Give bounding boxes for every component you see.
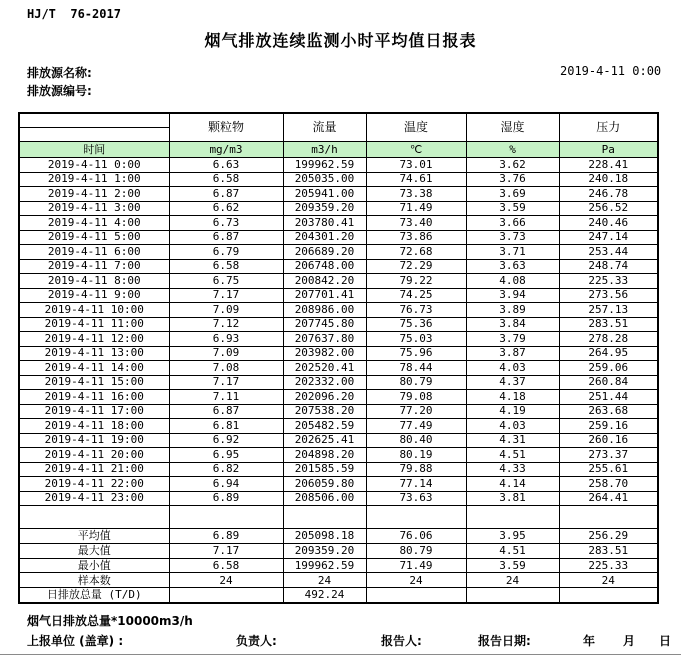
label-cell: 最大值 xyxy=(19,543,169,558)
value-cell: 3.84 xyxy=(466,317,559,332)
summary-row xyxy=(19,543,658,558)
value-cell: 7.12 xyxy=(169,317,283,332)
value-cell: 6.63 xyxy=(169,158,283,173)
time-column-header: 时间 xyxy=(19,142,169,158)
value-cell: 3.89 xyxy=(466,303,559,318)
col-header-particulate: 颗粒物 xyxy=(169,113,283,142)
value-cell: 273.56 xyxy=(559,288,658,303)
value-cell: 6.89 xyxy=(169,529,283,544)
summary-row xyxy=(19,588,658,603)
value-cell: 7.17 xyxy=(169,543,283,558)
standard-code: HJ/T 76-2017 xyxy=(27,7,121,21)
value-cell: 73.86 xyxy=(366,230,466,245)
time-cell: 2019-4-11 15:00 xyxy=(19,375,169,390)
value-cell: 264.95 xyxy=(559,346,658,361)
time-cell: 2019-4-11 8:00 xyxy=(19,274,169,289)
value-cell: 4.19 xyxy=(466,404,559,419)
value-cell: 6.62 xyxy=(169,201,283,216)
value-cell: 6.58 xyxy=(169,558,283,573)
value-cell xyxy=(169,588,283,603)
col-header-flow: 流量 xyxy=(283,113,366,142)
value-cell: 74.25 xyxy=(366,288,466,303)
table-header xyxy=(19,113,658,158)
value-cell: 72.68 xyxy=(366,245,466,260)
value-cell: 73.01 xyxy=(366,158,466,173)
table-row xyxy=(19,172,658,187)
header-blank-top xyxy=(19,113,169,128)
value-cell: 202096.20 xyxy=(283,390,366,405)
value-cell: 205941.00 xyxy=(283,187,366,202)
time-cell: 2019-4-11 1:00 xyxy=(19,172,169,187)
value-cell: 6.87 xyxy=(169,230,283,245)
value-cell: 3.71 xyxy=(466,245,559,260)
value-cell: 225.33 xyxy=(559,558,658,573)
unit-humidity: % xyxy=(466,142,559,158)
value-cell: 255.61 xyxy=(559,462,658,477)
value-cell: 253.44 xyxy=(559,245,658,260)
table-row xyxy=(19,216,658,231)
value-cell: 4.03 xyxy=(466,419,559,434)
value-cell: 207701.41 xyxy=(283,288,366,303)
value-cell: 199962.59 xyxy=(283,558,366,573)
value-cell: 3.81 xyxy=(466,491,559,506)
value-cell: 72.29 xyxy=(366,259,466,274)
time-cell: 2019-4-11 3:00 xyxy=(19,201,169,216)
spacer-cell xyxy=(366,506,466,529)
value-cell: 71.49 xyxy=(366,558,466,573)
report-date-label: 报告日期: xyxy=(478,634,531,648)
value-cell: 79.22 xyxy=(366,274,466,289)
col-header-pressure: 压力 xyxy=(559,113,658,142)
value-cell: 6.73 xyxy=(169,216,283,231)
table-row xyxy=(19,404,658,419)
table-row xyxy=(19,375,658,390)
value-cell: 4.18 xyxy=(466,390,559,405)
value-cell: 202625.41 xyxy=(283,433,366,448)
spacer-cell xyxy=(19,506,169,529)
value-cell: 80.40 xyxy=(366,433,466,448)
summary-rows xyxy=(19,506,658,603)
value-cell xyxy=(466,588,559,603)
unit-flow: m3/h xyxy=(283,142,366,158)
value-cell: 24 xyxy=(283,573,366,588)
value-cell: 247.14 xyxy=(559,230,658,245)
time-cell: 2019-4-11 12:00 xyxy=(19,332,169,347)
table-row xyxy=(19,158,658,173)
value-cell: 203982.00 xyxy=(283,346,366,361)
value-cell: 283.51 xyxy=(559,317,658,332)
value-cell xyxy=(366,588,466,603)
summary-row xyxy=(19,529,658,544)
value-cell: 199962.59 xyxy=(283,158,366,173)
value-cell: 205035.00 xyxy=(283,172,366,187)
table-row xyxy=(19,332,658,347)
value-cell: 251.44 xyxy=(559,390,658,405)
value-cell: 3.76 xyxy=(466,172,559,187)
spacer-row xyxy=(19,506,658,529)
value-cell: 24 xyxy=(169,573,283,588)
value-cell xyxy=(559,588,658,603)
value-cell: 207637.80 xyxy=(283,332,366,347)
value-cell: 260.16 xyxy=(559,433,658,448)
value-cell: 3.69 xyxy=(466,187,559,202)
value-cell: 78.44 xyxy=(366,361,466,376)
spacer-cell xyxy=(466,506,559,529)
table-row xyxy=(19,274,658,289)
table-row xyxy=(19,433,658,448)
value-cell: 259.06 xyxy=(559,361,658,376)
header-blank-bottom xyxy=(19,128,169,142)
year-label: 年 xyxy=(583,634,596,648)
summary-row xyxy=(19,573,658,588)
time-cell: 2019-4-11 18:00 xyxy=(19,419,169,434)
value-cell: 208506.00 xyxy=(283,491,366,506)
table-row xyxy=(19,230,658,245)
value-cell: 202332.00 xyxy=(283,375,366,390)
time-cell: 2019-4-11 20:00 xyxy=(19,448,169,463)
value-cell: 3.59 xyxy=(466,558,559,573)
value-cell: 228.41 xyxy=(559,158,658,173)
time-cell: 2019-4-11 5:00 xyxy=(19,230,169,245)
value-cell: 6.81 xyxy=(169,419,283,434)
value-cell: 24 xyxy=(559,573,658,588)
unit-temperature: ℃ xyxy=(366,142,466,158)
value-cell: 75.03 xyxy=(366,332,466,347)
value-cell: 207538.20 xyxy=(283,404,366,419)
value-cell: 6.95 xyxy=(169,448,283,463)
value-cell: 4.37 xyxy=(466,375,559,390)
day-label: 日 xyxy=(659,634,672,648)
signature-row xyxy=(0,632,681,650)
time-cell: 2019-4-11 23:00 xyxy=(19,491,169,506)
responsible-person-label: 负责人: xyxy=(236,634,277,648)
value-cell: 4.51 xyxy=(466,448,559,463)
value-cell: 206689.20 xyxy=(283,245,366,260)
time-cell: 2019-4-11 14:00 xyxy=(19,361,169,376)
data-rows xyxy=(19,158,658,506)
total-emission-note: 烟气日排放总量*10000m3/h xyxy=(27,614,193,628)
value-cell: 205482.59 xyxy=(283,419,366,434)
table-row xyxy=(19,245,658,260)
value-cell: 7.17 xyxy=(169,288,283,303)
value-cell: 263.68 xyxy=(559,404,658,419)
value-cell: 6.79 xyxy=(169,245,283,260)
time-cell: 2019-4-11 7:00 xyxy=(19,259,169,274)
month-label: 月 xyxy=(623,634,636,648)
time-cell: 2019-4-11 13:00 xyxy=(19,346,169,361)
value-cell: 6.58 xyxy=(169,259,283,274)
value-cell: 80.79 xyxy=(366,375,466,390)
value-cell: 3.87 xyxy=(466,346,559,361)
value-cell: 204301.20 xyxy=(283,230,366,245)
report-datetime: 2019-4-11 0:00 xyxy=(560,64,662,78)
col-header-temperature: 温度 xyxy=(366,113,466,142)
value-cell: 258.70 xyxy=(559,477,658,492)
value-cell: 75.96 xyxy=(366,346,466,361)
value-cell: 76.06 xyxy=(366,529,466,544)
value-cell: 7.09 xyxy=(169,346,283,361)
time-cell: 2019-4-11 21:00 xyxy=(19,462,169,477)
table-row xyxy=(19,477,658,492)
table-row xyxy=(19,288,658,303)
value-cell: 6.93 xyxy=(169,332,283,347)
source-code-label: 排放源编号: xyxy=(27,84,92,98)
col-header-humidity: 湿度 xyxy=(466,113,559,142)
value-cell: 259.16 xyxy=(559,419,658,434)
value-cell: 4.03 xyxy=(466,361,559,376)
value-cell: 71.49 xyxy=(366,201,466,216)
value-cell: 492.24 xyxy=(283,588,366,603)
value-cell: 202520.41 xyxy=(283,361,366,376)
value-cell: 205098.18 xyxy=(283,529,366,544)
value-cell: 240.18 xyxy=(559,172,658,187)
value-cell: 4.31 xyxy=(466,433,559,448)
value-cell: 3.79 xyxy=(466,332,559,347)
value-cell: 4.51 xyxy=(466,543,559,558)
table-row xyxy=(19,491,658,506)
value-cell: 24 xyxy=(466,573,559,588)
table-row xyxy=(19,303,658,318)
value-cell: 200842.20 xyxy=(283,274,366,289)
spacer-cell xyxy=(559,506,658,529)
label-cell: 最小值 xyxy=(19,558,169,573)
value-cell: 209359.20 xyxy=(283,201,366,216)
value-cell: 79.08 xyxy=(366,390,466,405)
value-cell: 75.36 xyxy=(366,317,466,332)
value-cell: 79.88 xyxy=(366,462,466,477)
time-cell: 2019-4-11 11:00 xyxy=(19,317,169,332)
value-cell: 74.61 xyxy=(366,172,466,187)
value-cell: 6.92 xyxy=(169,433,283,448)
value-cell: 6.82 xyxy=(169,462,283,477)
value-cell: 248.74 xyxy=(559,259,658,274)
table-row xyxy=(19,317,658,332)
time-cell: 2019-4-11 19:00 xyxy=(19,433,169,448)
time-cell: 2019-4-11 4:00 xyxy=(19,216,169,231)
time-cell: 2019-4-11 16:00 xyxy=(19,390,169,405)
value-cell: 225.33 xyxy=(559,274,658,289)
value-cell: 208986.00 xyxy=(283,303,366,318)
value-cell: 3.63 xyxy=(466,259,559,274)
value-cell: 201585.59 xyxy=(283,462,366,477)
value-cell: 3.73 xyxy=(466,230,559,245)
value-cell: 203780.41 xyxy=(283,216,366,231)
table-row xyxy=(19,448,658,463)
value-cell: 80.19 xyxy=(366,448,466,463)
time-cell: 2019-4-11 9:00 xyxy=(19,288,169,303)
source-name-label: 排放源名称: xyxy=(27,66,92,80)
table-row xyxy=(19,462,658,477)
value-cell: 24 xyxy=(366,573,466,588)
monitoring-table xyxy=(18,112,659,604)
reporting-unit-label: 上报单位 (盖章) : xyxy=(27,634,124,648)
value-cell: 6.87 xyxy=(169,187,283,202)
bottom-divider xyxy=(0,654,681,655)
table-row xyxy=(19,259,658,274)
value-cell: 7.17 xyxy=(169,375,283,390)
value-cell: 273.37 xyxy=(559,448,658,463)
value-cell: 204898.20 xyxy=(283,448,366,463)
value-cell: 283.51 xyxy=(559,543,658,558)
value-cell: 6.89 xyxy=(169,491,283,506)
value-cell: 3.66 xyxy=(466,216,559,231)
value-cell: 6.87 xyxy=(169,404,283,419)
value-cell: 4.14 xyxy=(466,477,559,492)
value-cell: 77.20 xyxy=(366,404,466,419)
value-cell: 80.79 xyxy=(366,543,466,558)
value-cell: 4.33 xyxy=(466,462,559,477)
label-cell: 平均值 xyxy=(19,529,169,544)
value-cell: 77.14 xyxy=(366,477,466,492)
time-cell: 2019-4-11 0:00 xyxy=(19,158,169,173)
value-cell: 257.13 xyxy=(559,303,658,318)
value-cell: 278.28 xyxy=(559,332,658,347)
page-title: 烟气排放连续监测小时平均值日报表 xyxy=(204,31,477,50)
value-cell: 7.11 xyxy=(169,390,283,405)
time-cell: 2019-4-11 6:00 xyxy=(19,245,169,260)
value-cell: 73.40 xyxy=(366,216,466,231)
table-row xyxy=(19,346,658,361)
table-row xyxy=(19,187,658,202)
value-cell: 6.58 xyxy=(169,172,283,187)
label-cell: 日排放总量 (T/D) xyxy=(19,588,169,603)
value-cell: 7.09 xyxy=(169,303,283,318)
unit-pressure: Pa xyxy=(559,142,658,158)
value-cell: 3.95 xyxy=(466,529,559,544)
value-cell: 256.52 xyxy=(559,201,658,216)
reporter-label: 报告人: xyxy=(381,634,422,648)
time-cell: 2019-4-11 22:00 xyxy=(19,477,169,492)
value-cell: 3.62 xyxy=(466,158,559,173)
label-cell: 样本数 xyxy=(19,573,169,588)
table-row xyxy=(19,361,658,376)
value-cell: 209359.20 xyxy=(283,543,366,558)
time-cell: 2019-4-11 17:00 xyxy=(19,404,169,419)
value-cell: 4.08 xyxy=(466,274,559,289)
value-cell: 246.78 xyxy=(559,187,658,202)
value-cell: 240.46 xyxy=(559,216,658,231)
value-cell: 260.84 xyxy=(559,375,658,390)
value-cell: 256.29 xyxy=(559,529,658,544)
spacer-cell xyxy=(169,506,283,529)
value-cell: 6.94 xyxy=(169,477,283,492)
value-cell: 206059.80 xyxy=(283,477,366,492)
value-cell: 76.73 xyxy=(366,303,466,318)
time-cell: 2019-4-11 10:00 xyxy=(19,303,169,318)
value-cell: 73.63 xyxy=(366,491,466,506)
time-cell: 2019-4-11 2:00 xyxy=(19,187,169,202)
table-row xyxy=(19,201,658,216)
unit-particulate: mg/m3 xyxy=(169,142,283,158)
value-cell: 3.59 xyxy=(466,201,559,216)
value-cell: 6.75 xyxy=(169,274,283,289)
value-cell: 206748.00 xyxy=(283,259,366,274)
value-cell: 264.41 xyxy=(559,491,658,506)
value-cell: 3.94 xyxy=(466,288,559,303)
value-cell: 77.49 xyxy=(366,419,466,434)
value-cell: 7.08 xyxy=(169,361,283,376)
summary-row xyxy=(19,558,658,573)
value-cell: 207745.80 xyxy=(283,317,366,332)
spacer-cell xyxy=(283,506,366,529)
table-row xyxy=(19,419,658,434)
value-cell: 73.38 xyxy=(366,187,466,202)
table-row xyxy=(19,390,658,405)
